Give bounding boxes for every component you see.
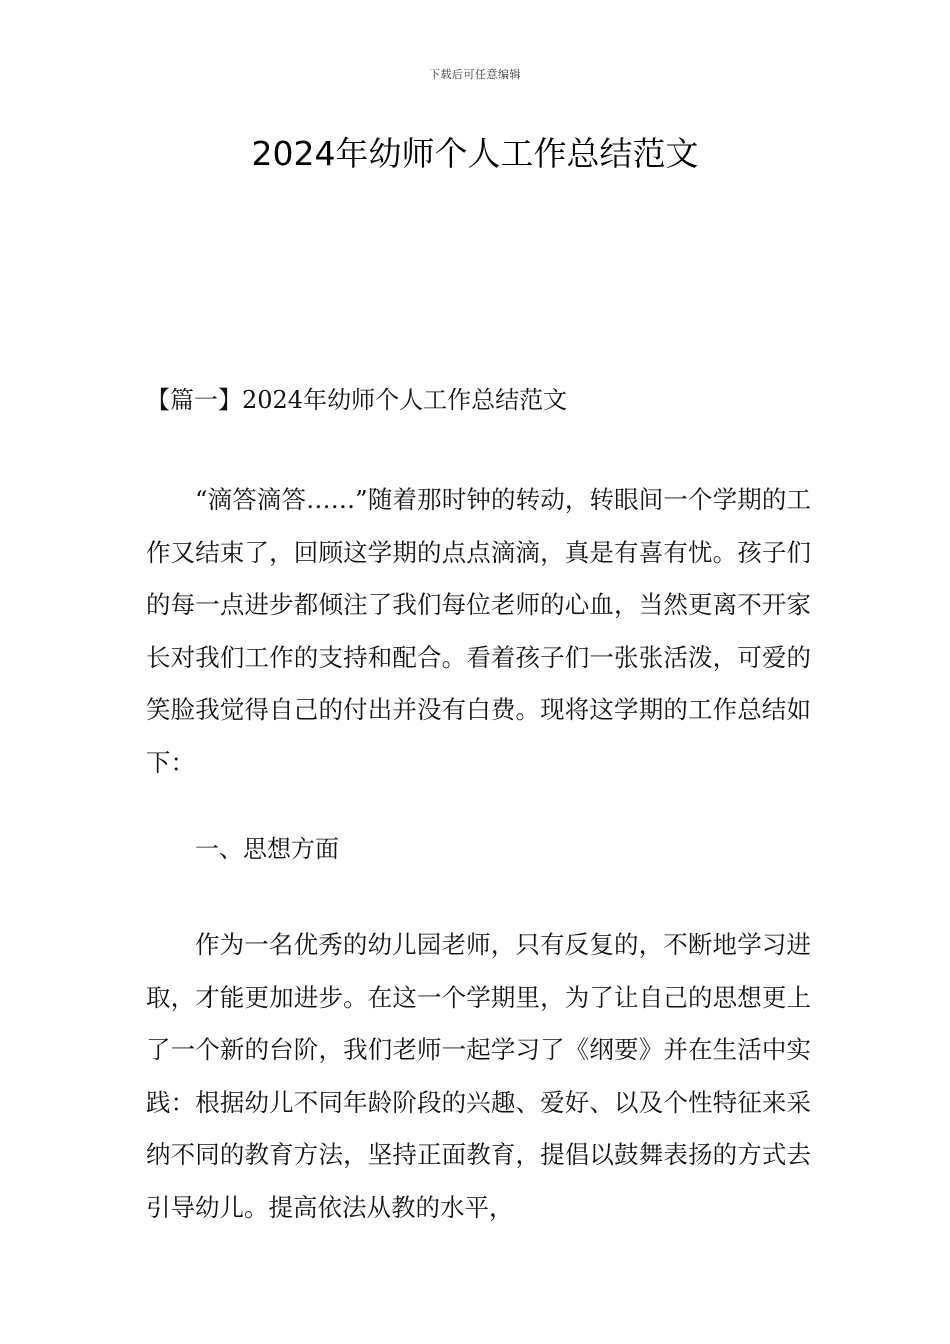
header-note: 下载后可任意编辑	[429, 68, 521, 81]
document-title: 2024年幼师个人工作总结范文	[251, 134, 699, 173]
section-heading: 【篇一】2024年幼师个人工作总结范文	[146, 386, 568, 414]
thought-paragraph: 作为一名优秀的幼儿园老师，只有反复的，不断地学习进取，才能更加进步。在这一个学期里，为了让自己的思想更上了一个新的台阶，我们老师一起学习了《纲要》并在生活中实践：根据幼儿不同年龄阶段的兴趣、爱好、以及个性特征来采纳不同的教育方法，坚持正面教育，提倡以鼓舞表扬的方式去引导幼儿。提高依法从教的水平，	[146, 930, 811, 1222]
intro-paragraph: “滴答滴答……”随着那时钟的转动，转眼间一个学期的工作又结束了，回顾这学期的点点滴滴，真是有喜有忧。孩子们的每一点进步都倾注了我们每位老师的心血，当然更离不开家长对我们工作的支持和配合。看着孩子们一张张活泼，可爱的笑脸我觉得自己的付出并没有白费。现将这学期的工作总结如下：	[146, 485, 811, 777]
sub-heading-thought: 一、思想方面	[195, 835, 339, 863]
